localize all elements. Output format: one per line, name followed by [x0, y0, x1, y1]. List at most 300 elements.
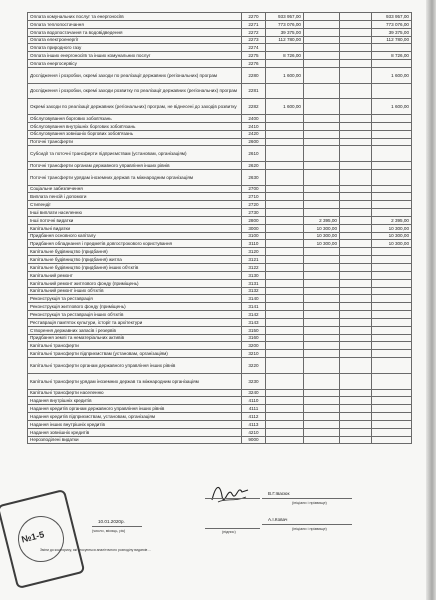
row-code: 2720	[242, 201, 266, 209]
row-extra-column	[340, 405, 372, 413]
row-general-fund: 1 600,00	[266, 67, 304, 83]
row-special-fund	[304, 389, 340, 397]
row-total: 8 726,00	[372, 52, 412, 60]
row-total	[372, 201, 412, 209]
row-name: Поточні трансферти	[28, 138, 242, 146]
row-special-fund	[304, 130, 340, 138]
row-general-fund	[266, 146, 304, 162]
row-extra-column	[340, 13, 372, 21]
row-name: Капітальні видатки	[28, 224, 242, 232]
accountant-sign-caption: (підпис)	[222, 530, 236, 534]
row-name: Обслуговування зовнішніх боргових зобов'язань	[28, 130, 242, 138]
row-special-fund	[304, 295, 340, 303]
row-code: 3120	[242, 248, 266, 256]
row-general-fund	[266, 342, 304, 350]
row-special-fund: 10 300,00	[304, 232, 340, 240]
row-total	[372, 279, 412, 287]
table-row	[28, 311, 412, 319]
row-extra-column	[340, 52, 372, 60]
row-extra-column	[340, 256, 372, 264]
row-name: Реконструкція та реставрація	[28, 295, 242, 303]
row-special-fund	[304, 20, 340, 28]
row-general-fund	[266, 169, 304, 185]
row-total	[372, 122, 412, 130]
table-row	[28, 122, 412, 130]
table-row	[28, 201, 412, 209]
row-special-fund	[304, 248, 340, 256]
row-extra-column	[340, 248, 372, 256]
row-name: Соціальне забезпечення	[28, 185, 242, 193]
handwritten-signature-icon	[208, 480, 252, 506]
row-total: 1 600,00	[372, 67, 412, 83]
row-total: 39 375,00	[372, 28, 412, 36]
row-code: 2710	[242, 193, 266, 201]
row-code: 4111	[242, 405, 266, 413]
row-name: Субсидії та поточні трансферти підприємствам (установам, організаціям)	[28, 146, 242, 162]
row-name: Капітальні трансферти підприємствам (установам, організаціям)	[28, 350, 242, 358]
row-extra-column	[340, 350, 372, 358]
row-general-fund	[266, 350, 304, 358]
row-extra-column	[340, 146, 372, 162]
row-name: Оплата енергосервісу	[28, 60, 242, 68]
row-extra-column	[340, 185, 372, 193]
row-special-fund	[304, 114, 340, 122]
row-total	[372, 428, 412, 436]
table-row	[28, 146, 412, 162]
row-extra-column	[340, 271, 372, 279]
accountant-name-caption: (ініціали і прізвище)	[292, 527, 327, 531]
row-extra-column	[340, 318, 372, 326]
row-code: 2410	[242, 122, 266, 130]
row-special-fund	[304, 44, 340, 52]
director-name-line	[262, 498, 352, 499]
row-general-fund	[266, 248, 304, 256]
row-code: 4113	[242, 420, 266, 428]
row-code: 2271	[242, 20, 266, 28]
row-code: 2273	[242, 36, 266, 44]
row-extra-column	[340, 232, 372, 240]
row-code: 9000	[242, 436, 266, 444]
row-code: 3230	[242, 373, 266, 389]
row-total	[372, 162, 412, 170]
row-special-fund	[304, 342, 340, 350]
table-row	[28, 20, 412, 28]
table-row	[28, 279, 412, 287]
row-special-fund	[304, 318, 340, 326]
row-general-fund	[266, 405, 304, 413]
table-row	[28, 271, 412, 279]
row-name: Придбання обладнання і предметів довгострокового користування	[28, 240, 242, 248]
row-total	[372, 405, 412, 413]
row-name: Капітальні трансферти	[28, 342, 242, 350]
row-special-fund	[304, 271, 340, 279]
row-total	[372, 264, 412, 272]
row-total: 10 300,00	[372, 224, 412, 232]
row-general-fund	[266, 114, 304, 122]
row-code: 2620	[242, 162, 266, 170]
row-general-fund: 1 600,00	[266, 99, 304, 115]
row-special-fund	[304, 209, 340, 217]
row-total: 112 780,00	[372, 36, 412, 44]
row-special-fund: 2 395,00	[304, 216, 340, 224]
row-special-fund	[304, 13, 340, 21]
row-name: Надання інших внутрішніх кредитів	[28, 420, 242, 428]
row-code: 3160	[242, 334, 266, 342]
row-extra-column	[340, 193, 372, 201]
row-special-fund	[304, 256, 340, 264]
row-extra-column	[340, 130, 372, 138]
row-name: Нерозподілені видатки	[28, 436, 242, 444]
row-extra-column	[340, 334, 372, 342]
row-special-fund	[304, 397, 340, 405]
row-total	[372, 271, 412, 279]
table-row	[28, 114, 412, 122]
row-name: Капітальний ремонт інших об'єктів	[28, 287, 242, 295]
table-row	[28, 342, 412, 350]
row-extra-column	[340, 342, 372, 350]
row-extra-column	[340, 436, 372, 444]
row-code: 3143	[242, 318, 266, 326]
row-special-fund	[304, 201, 340, 209]
director-signature-line	[205, 498, 260, 499]
row-general-fund	[266, 44, 304, 52]
row-total	[372, 256, 412, 264]
row-total: 773 076,00	[372, 20, 412, 28]
row-total	[372, 185, 412, 193]
table-row	[28, 224, 412, 232]
row-special-fund	[304, 279, 340, 287]
row-general-fund	[266, 232, 304, 240]
row-special-fund	[304, 334, 340, 342]
row-code: 2281	[242, 83, 266, 99]
row-extra-column	[340, 216, 372, 224]
row-name: Виплата пенсій і допомоги	[28, 193, 242, 201]
row-general-fund	[266, 209, 304, 217]
official-stamp-icon	[0, 489, 85, 589]
row-total	[372, 350, 412, 358]
row-total	[372, 44, 412, 52]
row-special-fund	[304, 413, 340, 421]
row-general-fund: 933 957,00	[266, 13, 304, 21]
row-name: Окремі заходи по реалізації державних (регіональних) програм, не віднесені до заходів розвитку	[28, 99, 242, 115]
row-total	[372, 138, 412, 146]
row-extra-column	[340, 36, 372, 44]
row-general-fund	[266, 318, 304, 326]
director-name-caption: (ініціали і прізвище)	[292, 501, 327, 505]
row-code: 3141	[242, 303, 266, 311]
row-special-fund	[304, 373, 340, 389]
row-name: Надання внутрішніх кредитів	[28, 397, 242, 405]
row-special-fund	[304, 326, 340, 334]
row-name: Поточні трансферти урядам іноземних держав та міжнародним організаціям	[28, 169, 242, 185]
row-code: 3200	[242, 342, 266, 350]
row-general-fund	[266, 122, 304, 130]
row-name: Оплата інших енергоносіїв та інших комунальних послуг	[28, 52, 242, 60]
row-general-fund: 39 375,00	[266, 28, 304, 36]
row-name: Оплата природного газу	[28, 44, 242, 52]
row-special-fund	[304, 162, 340, 170]
table-row	[28, 67, 412, 83]
row-special-fund	[304, 311, 340, 319]
row-name: Інші виплати населенню	[28, 209, 242, 217]
row-code: 3131	[242, 279, 266, 287]
table-row	[28, 216, 412, 224]
row-name: Реконструкція житлового фонду (приміщень)	[28, 303, 242, 311]
row-special-fund	[304, 28, 340, 36]
row-extra-column	[340, 295, 372, 303]
table-row	[28, 138, 412, 146]
row-special-fund	[304, 36, 340, 44]
row-special-fund	[304, 185, 340, 193]
row-total	[372, 311, 412, 319]
row-total	[372, 287, 412, 295]
row-total	[372, 130, 412, 138]
table-row	[28, 389, 412, 397]
signing-date: 10.01.2020р.	[98, 519, 125, 524]
row-total: 1 600,00	[372, 99, 412, 115]
row-extra-column	[340, 303, 372, 311]
row-extra-column	[340, 169, 372, 185]
row-special-fund	[304, 138, 340, 146]
table-row	[28, 436, 412, 444]
row-total: 933 957,00	[372, 13, 412, 21]
row-name: Стипендії	[28, 201, 242, 209]
row-extra-column	[340, 326, 372, 334]
row-special-fund	[304, 264, 340, 272]
row-extra-column	[340, 311, 372, 319]
row-special-fund	[304, 405, 340, 413]
row-general-fund	[266, 373, 304, 389]
row-name: Реконструкція та реставрація інших об'єктів	[28, 311, 242, 319]
row-general-fund	[266, 428, 304, 436]
row-special-fund	[304, 193, 340, 201]
row-extra-column	[340, 224, 372, 232]
expense-table	[27, 12, 412, 444]
table-row	[28, 420, 412, 428]
row-general-fund	[266, 279, 304, 287]
table-row	[28, 60, 412, 68]
row-name: Оплата водопостачання та водовідведення	[28, 28, 242, 36]
row-code: 3240	[242, 389, 266, 397]
row-name: Надання кредитів органам державного управління інших рівнів	[28, 405, 242, 413]
table-row	[28, 264, 412, 272]
table-row	[28, 130, 412, 138]
row-name: Оплата електроенергії	[28, 36, 242, 44]
table-row	[28, 413, 412, 421]
row-general-fund	[266, 185, 304, 193]
row-general-fund	[266, 130, 304, 138]
row-general-fund	[266, 264, 304, 272]
row-name: Надання зовнішніх кредитів	[28, 428, 242, 436]
table-row	[28, 358, 412, 374]
row-extra-column	[340, 397, 372, 405]
row-general-fund	[266, 295, 304, 303]
signing-date-caption: (число, місяць, рік)	[92, 529, 126, 533]
row-code: 2270	[242, 13, 266, 21]
row-general-fund	[266, 436, 304, 444]
table-row	[28, 44, 412, 52]
row-special-fund	[304, 122, 340, 130]
row-code: 2420	[242, 130, 266, 138]
row-code: 2600	[242, 138, 266, 146]
table-row	[28, 303, 412, 311]
row-special-fund	[304, 60, 340, 68]
row-name: Оплата теплопостачання	[28, 20, 242, 28]
row-code: 3121	[242, 256, 266, 264]
row-total	[372, 436, 412, 444]
row-general-fund: 112 780,00	[266, 36, 304, 44]
row-total	[372, 358, 412, 374]
row-code: 3000	[242, 224, 266, 232]
row-special-fund	[304, 358, 340, 374]
row-total	[372, 146, 412, 162]
table-row	[28, 185, 412, 193]
row-general-fund: 773 076,00	[266, 20, 304, 28]
table-row	[28, 99, 412, 115]
row-general-fund	[266, 420, 304, 428]
row-total	[372, 248, 412, 256]
row-code: 3220	[242, 358, 266, 374]
row-total: 10 300,00	[372, 240, 412, 248]
row-special-fund	[304, 287, 340, 295]
row-extra-column	[340, 358, 372, 374]
row-total	[372, 83, 412, 99]
row-name: Капітальні трансферти населенню	[28, 389, 242, 397]
row-general-fund	[266, 83, 304, 99]
table-row	[28, 248, 412, 256]
row-extra-column	[340, 83, 372, 99]
row-code: 3122	[242, 264, 266, 272]
row-general-fund	[266, 311, 304, 319]
row-general-fund	[266, 413, 304, 421]
table-row	[28, 209, 412, 217]
table-row	[28, 405, 412, 413]
accountant-name: А.І.Ковач	[268, 517, 288, 522]
row-name: Капітальне будівництво (придбання)	[28, 248, 242, 256]
row-extra-column	[340, 240, 372, 248]
table-row	[28, 318, 412, 326]
row-general-fund	[266, 389, 304, 397]
table-row	[28, 373, 412, 389]
row-code: 3132	[242, 287, 266, 295]
row-general-fund	[266, 271, 304, 279]
row-extra-column	[340, 162, 372, 170]
row-special-fund	[304, 83, 340, 99]
row-total	[372, 209, 412, 217]
table-row	[28, 13, 412, 21]
row-extra-column	[340, 44, 372, 52]
row-code: 3150	[242, 326, 266, 334]
row-name: Надання кредитів підприємствам, установам, організаціям	[28, 413, 242, 421]
row-extra-column	[340, 413, 372, 421]
row-total	[372, 420, 412, 428]
row-extra-column	[340, 67, 372, 83]
row-special-fund	[304, 303, 340, 311]
row-total	[372, 397, 412, 405]
row-name: Придбання основного капіталу	[28, 232, 242, 240]
row-special-fund	[304, 428, 340, 436]
row-code: 2400	[242, 114, 266, 122]
row-extra-column	[340, 60, 372, 68]
row-general-fund	[266, 256, 304, 264]
row-name: Поточні трансферти органам державного управління інших рівнів	[28, 162, 242, 170]
row-code: 2276	[242, 60, 266, 68]
stamp-number: №1-5	[20, 529, 46, 545]
row-general-fund	[266, 193, 304, 201]
row-total	[372, 373, 412, 389]
row-total	[372, 193, 412, 201]
row-general-fund: 8 726,00	[266, 52, 304, 60]
row-general-fund	[266, 60, 304, 68]
table-row	[28, 169, 412, 185]
row-general-fund	[266, 358, 304, 374]
row-total	[372, 413, 412, 421]
row-special-fund	[304, 436, 340, 444]
row-name: Створення державних запасів і резервів	[28, 326, 242, 334]
row-extra-column	[340, 138, 372, 146]
table-row	[28, 287, 412, 295]
row-code: 3100	[242, 232, 266, 240]
row-total	[372, 114, 412, 122]
row-extra-column	[340, 428, 372, 436]
row-extra-column	[340, 279, 372, 287]
row-code: 2610	[242, 146, 266, 162]
row-special-fund	[304, 52, 340, 60]
table-row	[28, 334, 412, 342]
row-total	[372, 303, 412, 311]
scan-edge	[426, 0, 436, 600]
row-extra-column	[340, 209, 372, 217]
row-name: Капітальний ремонт житлового фонду (приміщень)	[28, 279, 242, 287]
row-code: 3140	[242, 295, 266, 303]
row-general-fund	[266, 138, 304, 146]
row-name: Дослідження і розробки, окремі заходи розвитку по реалізації державних (регіональних) програм	[28, 83, 242, 99]
row-name: Обслуговування боргових зобов'язань	[28, 114, 242, 122]
row-total	[372, 60, 412, 68]
row-code: 2700	[242, 185, 266, 193]
row-general-fund	[266, 216, 304, 224]
table-row	[28, 52, 412, 60]
row-name: Капітальні трансферти органам державного управління інших рівнів	[28, 358, 242, 374]
table-row	[28, 256, 412, 264]
row-code: 2280	[242, 67, 266, 83]
table-row	[28, 350, 412, 358]
table-row	[28, 295, 412, 303]
row-extra-column	[340, 264, 372, 272]
row-extra-column	[340, 287, 372, 295]
row-code: 4210	[242, 428, 266, 436]
footnote: Зміни до кошторису, які стосуються аналітичного розподілу видатків ...	[40, 548, 152, 552]
row-general-fund	[266, 201, 304, 209]
row-code: 3110	[242, 240, 266, 248]
row-general-fund	[266, 334, 304, 342]
row-name: Дослідження і розробки, окремі заходи по реалізації державних (регіональних) програм	[28, 67, 242, 83]
row-extra-column	[340, 122, 372, 130]
accountant-signature-line	[205, 528, 260, 529]
table-row	[28, 162, 412, 170]
row-total	[372, 169, 412, 185]
row-total	[372, 389, 412, 397]
row-extra-column	[340, 420, 372, 428]
row-code: 2800	[242, 216, 266, 224]
row-code: 3210	[242, 350, 266, 358]
row-special-fund	[304, 420, 340, 428]
table-row	[28, 428, 412, 436]
row-special-fund: 10 300,00	[304, 240, 340, 248]
row-name: Капітальне будівництво (придбання) житла	[28, 256, 242, 264]
director-name: В.Г.Івасюк	[268, 491, 290, 496]
row-total	[372, 342, 412, 350]
